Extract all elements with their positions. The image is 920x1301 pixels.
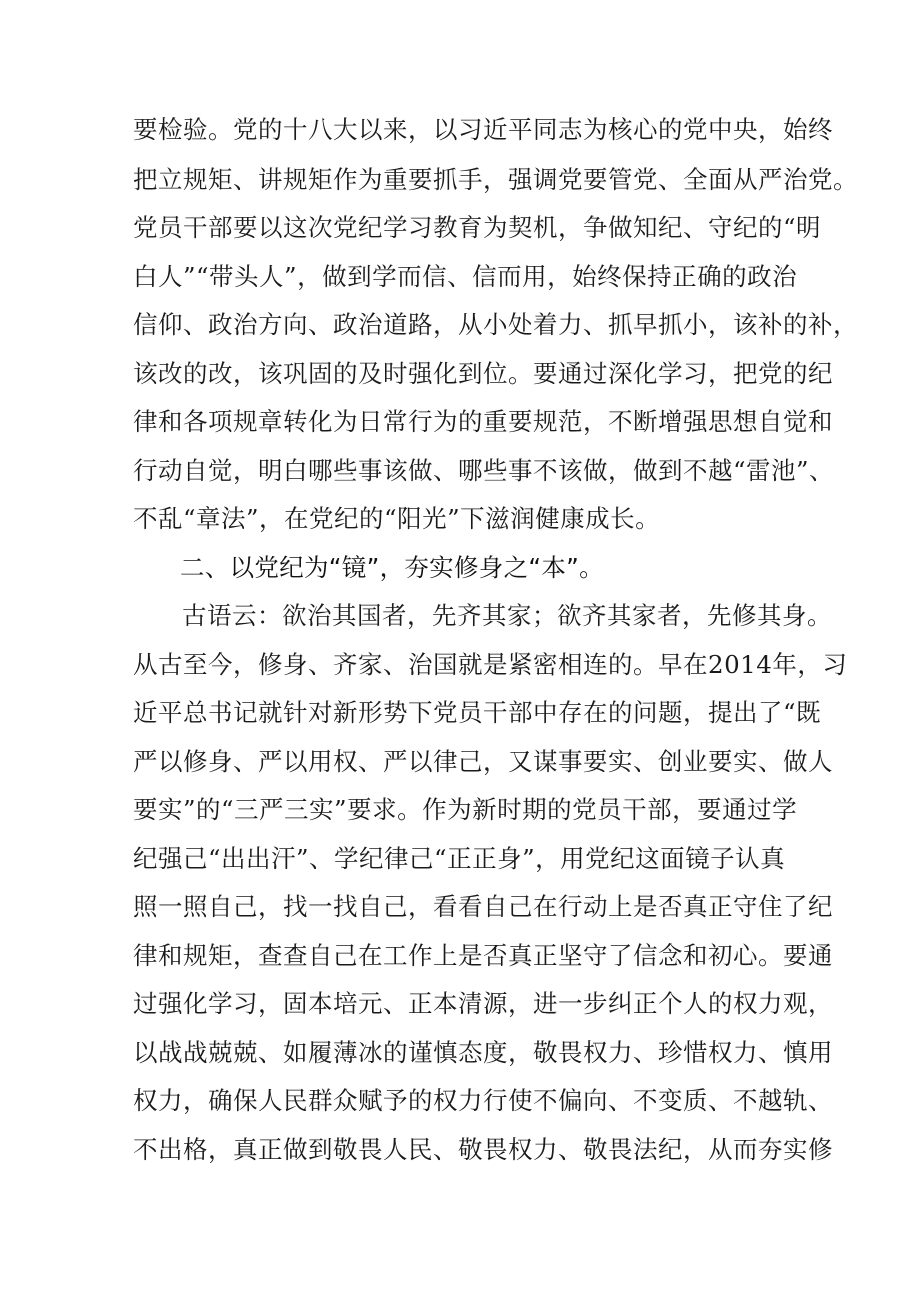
paragraph-1-line-8: 行动自觉，明白哪些事该做、哪些事不该做，做到不越“雷池”、 xyxy=(133,456,835,485)
paragraph-2-line-4: 严以修身、严以用权、严以律己，又谋事要实、创业要实、做人 xyxy=(133,747,833,776)
paragraph-1-line-4: 白人”“带头人”，做到学而信、信而用，始终保持正确的政治 xyxy=(133,262,798,291)
paragraph-2-line-7: 照一照自己，找一找自己，看看自己在行动上是否真正守住了纪 xyxy=(133,892,833,921)
paragraph-2-line-11: 权力，确保人民群众赋予的权力行使不偏向、不变质、不越轨、 xyxy=(133,1086,833,1115)
paragraph-2-line-5: 要实”的“三严三实”要求。作为新时期的党员干部，要通过学 xyxy=(133,795,798,824)
paragraph-1-line-5: 信仰、政治方向、政治道路，从小处着力、抓早抓小，该补的补， xyxy=(133,310,858,339)
paragraph-1-line-1: 要检验。党的十八大以来，以习近平同志为核心的党中央，始终 xyxy=(133,115,833,144)
paragraph-2-line-3: 近平总书记就针对新形势下党员干部中存在的问题，提出了“既 xyxy=(133,698,822,727)
paragraph-1-line-2: 把立规矩、讲规矩作为重要抓手，强调党要管党、全面从严治党。 xyxy=(133,165,858,194)
paragraph-2-line-1: 古语云：欲治其国者，先齐其家；欲齐其家者，先修其身。 xyxy=(182,601,832,630)
paragraph-2-line-12: 不出格，真正做到敬畏人民、敬畏权力、敬畏法纪，从而夯实修 xyxy=(133,1135,833,1164)
paragraph-2-line-9: 过强化学习，固本培元、正本清源，进一步纠正个人的权力观， xyxy=(133,989,833,1018)
paragraph-2-line-6: 纪强己“出出汗”、学纪律己“正正身”，用党纪这面镜子认真 xyxy=(133,844,786,873)
section-2-heading: 二、以党纪为“镜”，夯实修身之“本”。 xyxy=(180,553,604,582)
paragraph-1-line-7: 律和各项规章转化为日常行为的重要规范，不断增强思想自觉和 xyxy=(133,407,833,436)
paragraph-2-line-8: 律和规矩，查查自己在工作上是否真正坚守了信念和初心。要通 xyxy=(133,941,833,970)
paragraph-2-line-2: 从古至今，修身、齐家、治国就是紧密相连的。早在2014年，习 xyxy=(133,650,848,679)
paragraph-1-line-6: 该改的改，该巩固的及时强化到位。要通过深化学习，把党的纪 xyxy=(133,359,833,388)
paragraph-1-line-9: 不乱“章法”，在党纪的“阳光”下滋润健康成长。 xyxy=(133,504,661,533)
paragraph-1-line-3: 党员干部要以这次党纪学习教育为契机，争做知纪、守纪的“明 xyxy=(133,213,822,242)
paragraph-2-line-10: 以战战兢兢、如履薄冰的谨慎态度，敬畏权力、珍惜权力、慎用 xyxy=(133,1038,833,1067)
